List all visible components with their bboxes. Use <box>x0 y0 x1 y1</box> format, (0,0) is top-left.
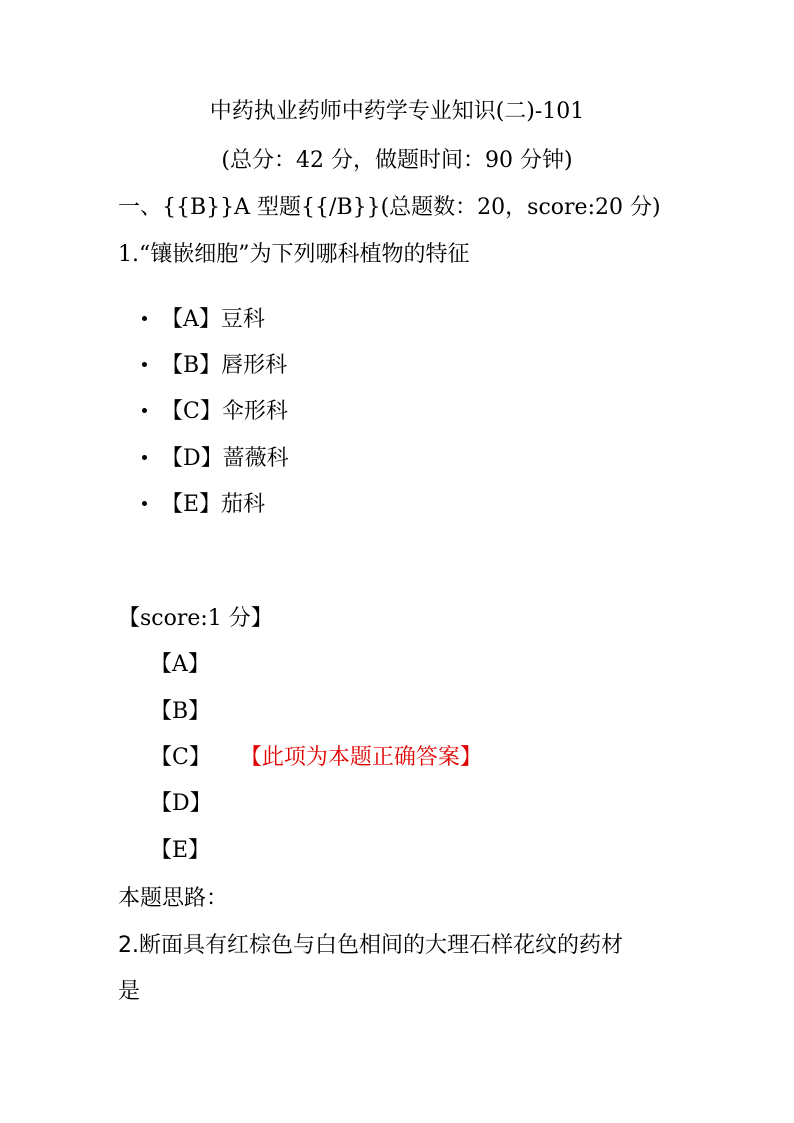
answer-row-b <box>150 697 250 727</box>
question-1-option-c <box>142 397 288 427</box>
option-label: 【A】豆科 <box>161 307 265 332</box>
question-1-option-e <box>142 490 265 520</box>
question-1-option-d <box>142 444 289 474</box>
answer-label: 【B】 <box>150 699 211 724</box>
answer-label: 【C】 <box>150 745 211 770</box>
correct-answer-note: 【此项为本题正确答案】 <box>250 745 482 770</box>
answer-row-c <box>150 743 482 773</box>
answer-label: 【A】 <box>150 652 210 677</box>
answer-row-d <box>150 789 252 819</box>
bullet-icon <box>142 362 147 367</box>
question-1-option-a <box>142 305 265 335</box>
bullet-icon <box>142 501 147 506</box>
document-title: 中药执业药师中药学专业知识(二)-101 <box>209 99 585 124</box>
section-header: 一、{{B}}A 型题{{/B}}(总题数：20，score:20 分) <box>118 195 661 220</box>
question-2-stem-line-2: 是 <box>118 979 141 1004</box>
option-label: 【B】唇形科 <box>161 353 288 378</box>
explanation-label: 本题思路： <box>118 886 229 911</box>
bullet-icon <box>142 455 147 460</box>
option-label: 【D】蔷薇科 <box>161 446 289 471</box>
document-subtitle: (总分：42 分，做题时间：90 分钟) <box>221 148 573 173</box>
question-1-score: 【score:1 分】 <box>118 606 273 631</box>
option-label: 【C】伞形科 <box>161 399 288 424</box>
answer-row-e <box>150 836 250 866</box>
option-label: 【E】茄科 <box>161 492 266 517</box>
answer-row-a <box>150 650 250 680</box>
question-2-stem-line-1: 2.断面具有红棕色与白色相间的大理石样花纹的药材 <box>118 933 623 958</box>
answer-label: 【E】 <box>150 838 211 863</box>
answer-label: 【D】 <box>150 791 212 816</box>
question-1-stem: 1.“镶嵌细胞”为下列哪科植物的特征 <box>118 242 470 267</box>
bullet-icon <box>142 316 147 321</box>
bullet-icon <box>142 408 147 413</box>
question-1-option-b <box>142 351 287 381</box>
